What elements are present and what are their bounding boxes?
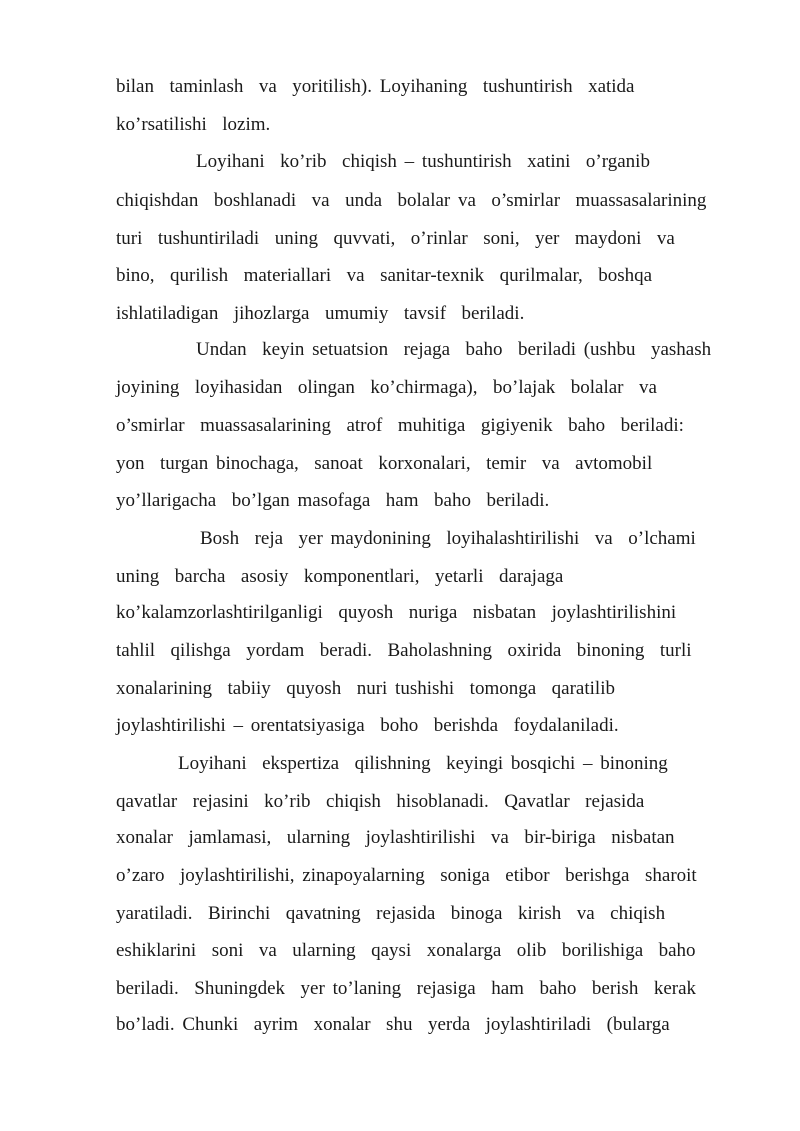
- text-line: chiqishdan boshlanadi va unda bolalar va o’smirlar muassasalarining: [116, 190, 707, 211]
- text-line: bo’ladi. Chunki ayrim xonalar shu yerda joylashtiriladi (bularga: [116, 1014, 670, 1035]
- text-line: uning barcha asosiy komponentlari, yetarli darajaga: [116, 566, 564, 587]
- text-line: xonalar jamlamasi, ularning joylashtirilishi va bir-biriga nisbatan: [116, 827, 675, 848]
- text-line: turi tushuntiriladi uning quvvati, o’rinlar soni, yer maydoni va: [116, 228, 675, 249]
- text-line: yaratiladi. Birinchi qavatning rejasida binoga kirish va chiqish: [116, 903, 666, 924]
- text-line: joylashtirilishi – orentatsiyasiga boho berishda foydalaniladi.: [116, 715, 619, 736]
- text-line: yo’llarigacha bo’lgan masofaga ham baho beriladi.: [116, 490, 550, 511]
- text-line: Undan keyin setuatsion rejaga baho beriladi (ushbu yashash: [196, 339, 712, 360]
- text-line: tahlil qilishga yordam beradi. Baholashning oxirida binoning turli: [116, 640, 692, 661]
- text-line: bino, qurilish materiallari va sanitar-texnik qurilmalar, boshqa: [116, 265, 653, 286]
- text-line: ko’kalamzorlashtirilganligi quyosh nuriga nisbatan joylashtirilishini: [116, 602, 677, 623]
- text-line: eshiklarini soni va ularning qaysi xonalarga olib borilishiga baho: [116, 940, 696, 961]
- text-line: xonalarining tabiiy quyosh nuri tushishi tomonga qaratilib: [116, 678, 615, 699]
- text-line: Loyihani ekspertiza qilishning keyingi bosqichi – binoning: [178, 753, 668, 774]
- text-line: ishlatiladigan jihozlarga umumiy tavsif beriladi.: [116, 303, 525, 324]
- text-line: yon turgan binochaga, sanoat korxonalari, temir va avtomobil: [116, 453, 653, 474]
- text-line: bilan taminlash va yoritilish). Loyihaning tushuntirish xatida: [116, 76, 635, 97]
- text-line: o’zaro joylashtirilishi, zinapoyalarning soniga etibor berishga sharoit: [116, 865, 697, 886]
- text-line: Loyihani ko’rib chiqish – tushuntirish xatini o’rganib: [196, 151, 650, 172]
- text-line: beriladi. Shuningdek yer to’laning rejasiga ham baho berish kerak: [116, 978, 697, 999]
- text-line: o’smirlar muassasalarining atrof muhitiga gigiyenik baho beriladi:: [116, 415, 684, 436]
- text-line: Bosh reja yer maydonining loyihalashtirilishi va o’lchami: [200, 528, 696, 549]
- text-line: ko’rsatilishi lozim.: [116, 114, 271, 135]
- text-line: joyining loyihasidan olingan ko’chirmaga), bo’lajak bolalar va: [116, 377, 657, 398]
- text-line: qavatlar rejasini ko’rib chiqish hisoblanadi. Qavatlar rejasida: [116, 791, 645, 812]
